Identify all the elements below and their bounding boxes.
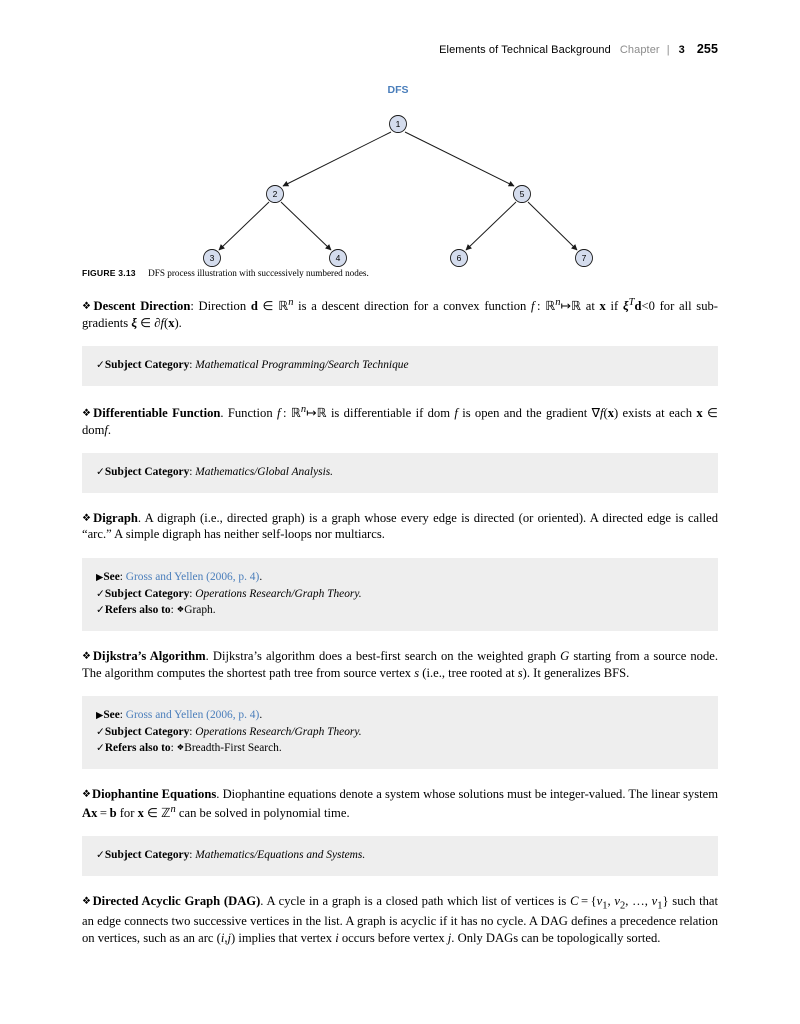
diagram-title: DFS — [387, 84, 409, 96]
note-label: Refers also to — [104, 604, 171, 617]
figure-caption-label: FIGURE 3.13 — [82, 268, 136, 278]
entry-body: ❖Differentiable Function. Function f : ℝ$^n$↦ℝ is differentiable if dom f is open and the gradient ∇f(x) exists at each x ∈ domf. — [82, 403, 718, 437]
edge-2-4 — [281, 202, 331, 250]
svg-text:1: 1 — [395, 119, 401, 129]
svg-text:2: 2 — [272, 189, 278, 199]
glossary-entry-diophantine-equations — [82, 786, 718, 821]
diamond-icon: ❖ — [176, 742, 185, 753]
running-head-chapter-word: Chapter — [619, 44, 660, 56]
running-head-title: Elements of Technical Background — [439, 44, 611, 56]
check-icon: ✓ — [96, 588, 105, 600]
note-subject-category: ✓Subject Category: Mathematical Programming/Search Technique — [96, 359, 409, 372]
note-value: Mathematical Programming/Search Technique — [195, 359, 409, 372]
glossary-entry-dijkstras-algorithm — [82, 648, 718, 681]
glossary-entry-digraph — [82, 510, 718, 543]
notebox-differentiable-function — [82, 453, 718, 493]
check-icon: ✓ — [96, 726, 105, 738]
svg-text:5: 5 — [519, 189, 525, 199]
edge-1-5 — [405, 132, 514, 186]
note-value[interactable]: Breadth-First Search. — [184, 742, 282, 755]
note-refers-also-to: ✓Refers also to: ❖Graph. — [96, 604, 216, 617]
svg-text:6: 6 — [456, 253, 462, 263]
check-icon: ✓ — [96, 850, 105, 862]
tree-node-7 — [576, 250, 593, 267]
notebox-descent-direction — [82, 346, 718, 386]
note-label: Subject Category — [104, 359, 190, 372]
note-subject-category: ✓Subject Category: Mathematics/Global Analysis. — [96, 466, 334, 479]
figure-caption — [82, 268, 718, 278]
note-value[interactable]: Graph. — [184, 604, 216, 617]
page-number: 255 — [696, 42, 718, 56]
tree-node-1 — [390, 116, 407, 133]
entry-body: ❖Diophantine Equations. Diophantine equations denote a system whose solutions must be integer-valued. The linear system Ax = b for x ∈ ℤ$^n$ can be solved in polynomial time. — [82, 786, 719, 820]
note-subject-category: ✓Subject Category: Operations Research/Graph Theory. — [96, 587, 362, 600]
svg-text:7: 7 — [581, 253, 587, 263]
note-value: Mathematics/Global Analysis. — [195, 466, 334, 479]
check-icon: ✓ — [96, 743, 105, 755]
dfs-tree-figure — [82, 84, 718, 264]
note-value: Operations Research/Graph Theory. — [195, 587, 362, 600]
entry-body: ❖Descent Direction: Direction d ∈ ℝ$^n$ is a descent direction for a convex function f : ℝ$^n$↦ℝ at x if $\xi^Td<0$ for all sub-gradients ξ ∈ ∂f(x). — [82, 297, 718, 330]
tree-node-5 — [514, 186, 531, 203]
check-icon: ✓ — [96, 467, 105, 479]
svg-text:3: 3 — [209, 253, 215, 263]
triangle-right-icon: ▶ — [96, 573, 104, 584]
entry-body: ❖Directed Acyclic Graph (DAG). A cycle in a graph is a closed path which list of vertices is $C = \{v_1$, $v_2$, …, $v_1$} such that an edge connects two successive vertices in the list. A graph is acyclic if it has no cycle. A DAG defines a precedence relation on vertices, such as an arc (i,j) implies that vertex i occurs before vertex j. Only DAGs can be topologically sorted. — [82, 893, 719, 945]
tree-node-4 — [330, 250, 347, 267]
running-head-chapter-number: 3 — [678, 44, 685, 56]
diamond-icon: ❖ — [176, 604, 185, 615]
glossary-entry-directed-acyclic-graph — [82, 893, 718, 947]
note-label: See — [103, 709, 120, 722]
edge-5-7 — [528, 202, 577, 250]
note-label: Subject Category — [104, 725, 190, 738]
note-see-reference: ▶See: Gross and Yellen (2006, p. 4). — [96, 709, 263, 722]
svg-text:4: 4 — [335, 253, 341, 263]
tree-node-3 — [204, 250, 221, 267]
note-suffix: . — [259, 709, 263, 722]
note-value: Operations Research/Graph Theory. — [195, 725, 362, 738]
glossary-entry-differentiable-function — [82, 403, 718, 438]
note-suffix: . — [259, 571, 263, 584]
note-label: Subject Category — [104, 849, 190, 862]
entry-body: ❖Digraph. A digraph (i.e., directed graph) is a graph whose every edge is directed (or oriented). A directed edge is called “arc.” A simple digraph has neither self-loops nor multiarcs. — [82, 510, 719, 542]
notebox-diophantine-equations — [82, 836, 718, 876]
running-head — [439, 42, 718, 56]
check-icon: ✓ — [96, 605, 105, 617]
reference-link[interactable]: Gross and Yellen (2006, p. 4) — [125, 571, 260, 584]
tree-node-2 — [267, 186, 284, 203]
note-label: Refers also to — [104, 742, 171, 755]
dfs-tree-svg — [82, 84, 718, 274]
edge-5-6 — [466, 202, 516, 250]
reference-link[interactable]: Gross and Yellen (2006, p. 4) — [125, 709, 260, 722]
note-subject-category: ✓Subject Category: Operations Research/Graph Theory. — [96, 725, 362, 738]
figure-caption-text: DFS process illustration with successively numbered nodes. — [148, 268, 369, 278]
note-see-reference: ▶See: Gross and Yellen (2006, p. 4). — [96, 571, 263, 584]
glossary-entries — [82, 296, 718, 947]
tree-node-6 — [451, 250, 468, 267]
note-label: Subject Category — [104, 466, 190, 479]
triangle-right-icon: ▶ — [96, 711, 104, 722]
running-head-separator: | — [666, 44, 670, 56]
notebox-digraph — [82, 558, 718, 631]
notebox-dijkstras-algorithm — [82, 696, 718, 769]
note-label: See — [103, 571, 120, 584]
edge-1-2 — [283, 132, 391, 186]
check-icon: ✓ — [96, 360, 105, 372]
note-value: Mathematics/Equations and Systems. — [195, 849, 366, 862]
note-label: Subject Category — [104, 587, 190, 600]
note-refers-also-to: ✓Refers also to: ❖Breadth-First Search. — [96, 742, 282, 755]
entry-body: ❖Dijkstra’s Algorithm. Dijkstra’s algorithm does a best-first search on the weighted graph G starting from a source node. The algorithm computes the shortest path tree from source vertex s (i.e., tree rooted at s). It generalizes BFS. — [82, 648, 719, 680]
edge-2-3 — [219, 202, 269, 250]
glossary-entry-descent-direction — [82, 296, 718, 331]
note-subject-category: ✓Subject Category: Mathematics/Equations and Systems. — [96, 849, 366, 862]
